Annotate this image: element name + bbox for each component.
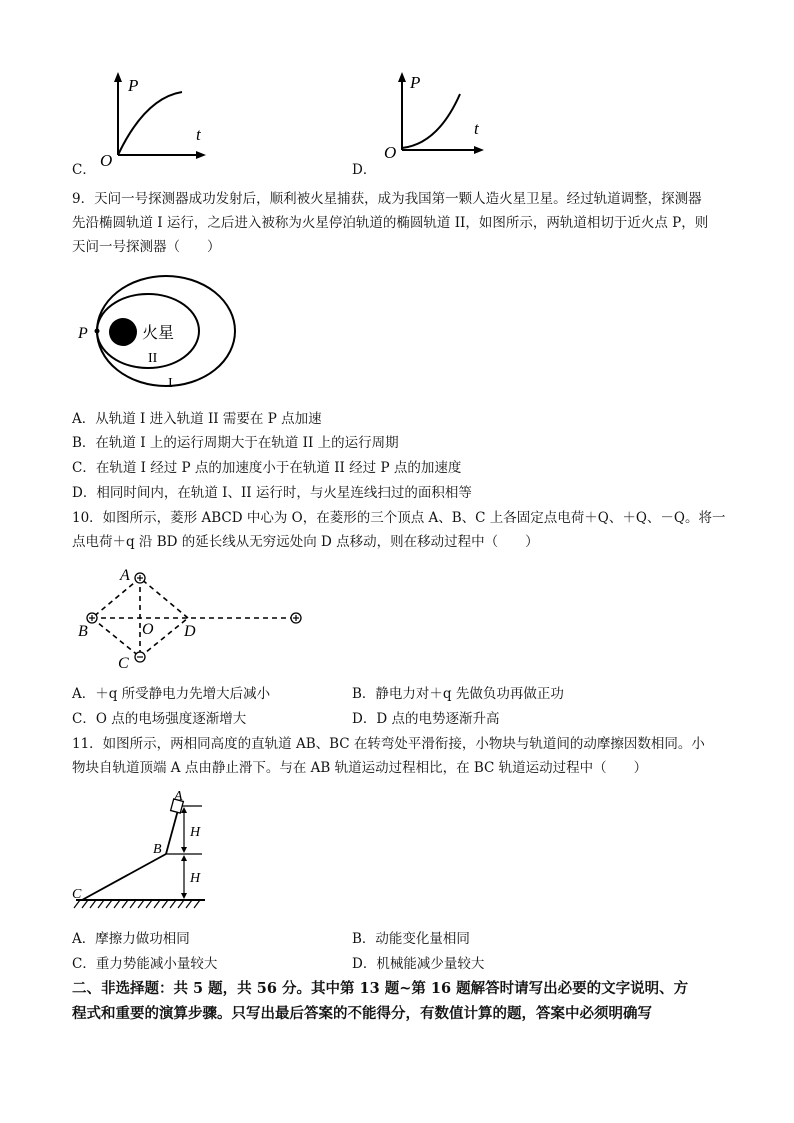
p-axis-label: P [410,73,421,92]
q11-option-b: B．动能变化量相同 [352,931,470,947]
q11-stem-line1: 11．如图所示，两相同高度的直轨道 AB、BC 在转弯处平滑衔接，小物块与轨道间的动摩擦因数相同。小 [72,736,705,752]
orbit-ii-label: II [148,351,158,366]
t-axis-label: t [474,119,479,138]
q10-option-b: B．静电力对＋q 先做负功再做正功 [352,686,564,702]
center-o-label: O [142,621,154,638]
q9-option-b: B．在轨道 I 上的运行周期大于在轨道 II 上的运行周期 [72,435,399,451]
section2-heading-line1: 二、非选择题：共 5 题，共 56 分。其中第 13 题~第 16 题解答时请写出必要的文字说明、方 [72,980,689,997]
orbit-i-label: I [168,376,173,391]
q10-stem-line1: 10．如图所示，菱形 ABCD 中心为 O，在菱形的三个顶点 A、B、C 上各固定点电荷＋Q、＋Q、－Q。将一 [72,510,726,526]
q10-stem-line2: 点电荷＋q 沿 BD 的延长线从无穷远处向 D 点移动，则在移动过程中（ ） [72,534,539,550]
q9-stem-line2: 先沿椭圆轨道 I 运行，之后进入被称为火星停泊轨道的椭圆轨道 II，如图所示，两轨道相切于近火点 P，则 [72,215,709,231]
q9-stem-line1: 9．天问一号探测器成功发射后，顺利被火星捕获，成为我国第一颗人造火星卫星。经过轨道调整，探测器 [72,191,702,207]
origin-label: O [100,151,113,170]
q10-option-a: A．＋q 所受静电力先增大后减小 [72,686,271,702]
mars-planet [109,318,137,346]
q10-option-d: D．D 点的电势逐渐升高 [352,711,500,727]
point-p-label: P [78,325,88,342]
q10-option-c: C．O 点的电场强度逐渐增大 [72,711,247,727]
point-c-label: C [72,887,82,902]
mars-label: 火星 [142,325,175,342]
q9-orbit-diagram [70,274,250,394]
point-b-label: B [153,842,162,857]
vertex-d-label: D [184,623,196,640]
q11-option-c: C．重力势能减小量较大 [72,956,218,972]
p-axis-label: P [128,76,139,95]
t-axis-label: t [196,125,201,144]
section2-heading-line2: 程式和重要的演算步骤。只写出最后答案的不能得分，有数值计算的题，答案中必须明确写 [72,1005,652,1022]
q8-graph-d [378,68,528,168]
q11-option-d: D．机械能减少量较大 [352,956,485,972]
point-a-label: A [174,790,183,804]
q9-stem-line3: 天问一号探测器（ ） [72,239,221,255]
origin-label: O [384,143,397,162]
q8-option-c-label: C． [72,162,96,178]
q11-stem-line2: 物块自轨道顶端 A 点由静止滑下。与在 AB 轨道运动过程相比，在 BC 轨道运动过程中（ ） [72,760,648,776]
q9-option-a: A．从轨道 I 进入轨道 II 需要在 P 点加速 [72,411,322,427]
vertex-a-label: A [120,567,130,584]
q9-option-d: D．相同时间内，在轨道 I、II 运行时，与火星连线扫过的面积相等 [72,485,472,501]
q8-option-d-label: D． [352,162,377,178]
q9-option-c: C．在轨道 I 经过 P 点的加速度小于在轨道 II 经过 P 点的加速度 [72,460,462,476]
q11-option-a: A．摩擦力做功相同 [72,931,190,947]
q10-rhombus-diagram [70,560,320,675]
vertex-b-label: B [78,623,88,640]
height-h1-label: H [190,825,201,840]
vertex-c-label: C [118,655,129,672]
q11-track-diagram [70,790,220,915]
height-h2-label: H [190,871,201,886]
